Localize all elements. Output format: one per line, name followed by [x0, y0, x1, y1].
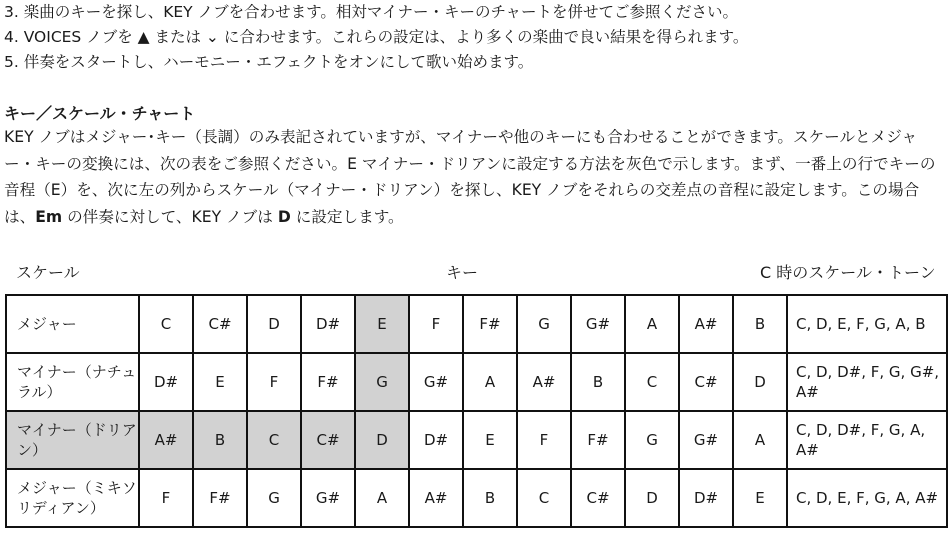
key-cell: A# — [517, 353, 571, 411]
key-cell: D — [247, 295, 301, 353]
key-cell: A — [463, 353, 517, 411]
key-cell: G# — [301, 469, 355, 527]
key-cell: D# — [139, 353, 193, 411]
key-cell: F — [517, 411, 571, 469]
key-cell: F# — [463, 295, 517, 353]
para-text-1: KEY ノブはメジャー･キー（長調）のみ表記されていますが、マイナーや他のキーにも合わせることができます。スケールとメジャー・キーの変換には、次の表をご参照ください。E マイナー・ドリアンに設定する方法を灰色で示します。まず、一番上の行でキーの音程（E）を、次に左の列からスケール（マイナー・ドリアン）を探し、KEY ノブをそれらの交差点の音程に設定します。この場合は、 — [4, 128, 936, 226]
key-cell: G# — [679, 411, 733, 469]
key-cell: A# — [139, 411, 193, 469]
key-cell: C# — [679, 353, 733, 411]
section-title: キー／スケール・チャート — [4, 104, 196, 123]
step-5: 5. 伴奏をスタートし、ハーモニー・エフェクトをオンにして歌い始めます。 — [4, 53, 534, 71]
key-cell: B — [571, 353, 625, 411]
key-cell: F# — [301, 353, 355, 411]
scale-tones-cell: C, D, E, F, G, A, A# — [787, 469, 947, 527]
scale-tones-cell: C, D, D#, F, G, G#, A# — [787, 353, 947, 411]
table-row — [6, 469, 947, 527]
scale-name-cell: メジャー — [6, 295, 139, 353]
key-cell: B — [463, 469, 517, 527]
para-bold-em: Em — [35, 207, 63, 226]
key-cell: C — [517, 469, 571, 527]
description-paragraph — [4, 124, 948, 230]
key-cell: G — [355, 353, 409, 411]
key-cell: D# — [679, 469, 733, 527]
header-key: キー — [446, 263, 479, 282]
key-cell: F# — [193, 469, 247, 527]
key-cell: G — [517, 295, 571, 353]
key-cell: D — [625, 469, 679, 527]
key-cell: A# — [679, 295, 733, 353]
scale-tones-cell: C, D, E, F, G, A, B — [787, 295, 947, 353]
scale-name-cell: メジャー（ミキソリディアン） — [6, 469, 139, 527]
key-cell: C# — [571, 469, 625, 527]
key-cell: F — [409, 295, 463, 353]
key-cell: C — [247, 411, 301, 469]
key-cell: G# — [409, 353, 463, 411]
key-cell: D# — [409, 411, 463, 469]
key-cell: G# — [571, 295, 625, 353]
scale-tones-cell: C, D, D#, F, G, A, A# — [787, 411, 947, 469]
table-row — [6, 295, 947, 353]
key-cell: A# — [409, 469, 463, 527]
key-cell: E — [733, 469, 787, 527]
key-cell: F — [139, 469, 193, 527]
key-cell: F — [247, 353, 301, 411]
key-cell: G — [625, 411, 679, 469]
key-cell: D — [733, 353, 787, 411]
key-cell: E — [463, 411, 517, 469]
scale-name-cell: マイナー（ドリアン） — [6, 411, 139, 469]
scale-name-cell: マイナー（ナチュラル） — [6, 353, 139, 411]
key-cell: E — [355, 295, 409, 353]
para-text-3: に設定します。 — [290, 207, 404, 226]
table-row — [6, 411, 947, 469]
key-cell: D# — [301, 295, 355, 353]
step-3: 3. 楽曲のキーを探し、KEY ノブを合わせます。相対マイナー・キーのチャートを併せてご参照ください。 — [4, 3, 739, 21]
key-cell: E — [193, 353, 247, 411]
key-cell: B — [733, 295, 787, 353]
header-tone: C 時のスケール・トーン — [760, 263, 936, 282]
key-cell: C# — [193, 295, 247, 353]
instruction-steps — [4, 0, 748, 75]
key-scale-table — [5, 294, 948, 528]
key-cell: A — [625, 295, 679, 353]
table-row — [6, 353, 947, 411]
key-cell: A — [733, 411, 787, 469]
key-cell: D — [355, 411, 409, 469]
key-cell: C — [625, 353, 679, 411]
key-cell: C — [139, 295, 193, 353]
step-4: 4. VOICES ノブを ▲ または ⌄ に合わせます。これらの設定は、より多くの楽曲で良い結果を得られます。 — [4, 28, 749, 46]
para-text-2: の伴奏に対して、KEY ノブは — [62, 207, 278, 226]
key-cell: F# — [571, 411, 625, 469]
key-cell: B — [193, 411, 247, 469]
key-cell: C# — [301, 411, 355, 469]
key-cell: G — [247, 469, 301, 527]
key-cell: A — [355, 469, 409, 527]
para-bold-d: D — [277, 207, 291, 226]
header-scale: スケール — [16, 263, 80, 282]
